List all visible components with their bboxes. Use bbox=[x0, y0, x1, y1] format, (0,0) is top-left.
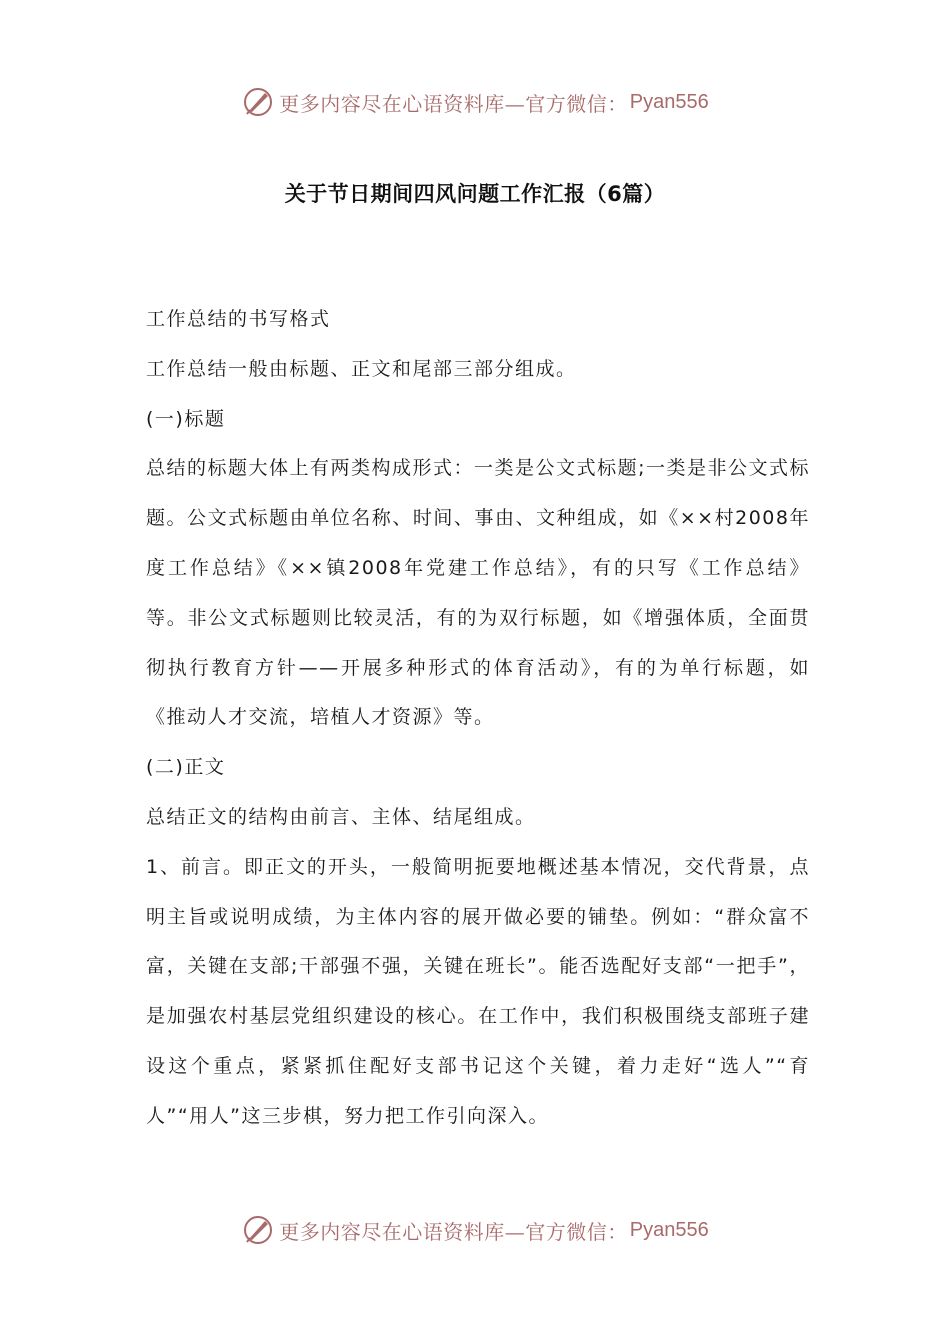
paragraph-intro: 工作总结一般由标题、正文和尾部三部分组成。 bbox=[146, 357, 577, 380]
document-body bbox=[146, 295, 810, 1142]
header-banner-text: 更多内容尽在心语资料库—官方微信： bbox=[279, 91, 628, 116]
section-heading-body: (二)正文 bbox=[146, 756, 226, 779]
paragraph-format-heading: 工作总结的书写格式 bbox=[146, 308, 331, 330]
paragraph-body-structure: 总结正文的结构由前言、主体、结尾组成。 bbox=[146, 805, 536, 828]
footer-banner-text: 更多内容尽在心语资料库—官方微信： bbox=[279, 1219, 628, 1244]
quill-pen-logo-icon bbox=[241, 1213, 275, 1247]
header-banner-wechat-id: Pyan556 bbox=[629, 90, 709, 113]
paragraph-preface: 1、前言。即正文的开头，一般简明扼要地概述基本情况，交代背景，点明主旨或说明成绩，为主体内容的展开做必要的铺垫。例如：“群众富不富，关键在支部;干部强不强，关键在班长”。能否选配好支部“一把手”，是加强农村基层党组织建设的核心。在工作中，我们积极围绕支部班子建设这个重点，紧紧抓住配好支部书记这个关键，着力走好“选人”“育人”“用人”这三步棋，努力把工作引向深入。 bbox=[146, 855, 810, 1127]
footer-banner bbox=[0, 1208, 950, 1252]
document-title: 关于节日期间四风问题工作汇报（6篇） bbox=[284, 182, 666, 206]
quill-pen-logo-icon bbox=[241, 85, 275, 119]
paragraph-title-forms: 总结的标题大体上有两类构成形式：一类是公文式标题;一类是非公文式标题。公文式标题由单位名称、时间、事由、文种组成，如《××村2008年度工作总结》《××镇2008年党建工作总结》，有的只写《工作总结》等。非公文式标题则比较灵活，有的为双行标题，如《增强体质，全面贯彻执行教育方针——开展多种形式的体育活动》，有的为单行标题，如《推动人才交流，培植人才资源》等。 bbox=[146, 457, 810, 729]
section-heading-title: (一)标题 bbox=[146, 407, 226, 430]
header-banner bbox=[0, 80, 950, 124]
footer-banner-wechat-id: Pyan556 bbox=[629, 1218, 709, 1241]
